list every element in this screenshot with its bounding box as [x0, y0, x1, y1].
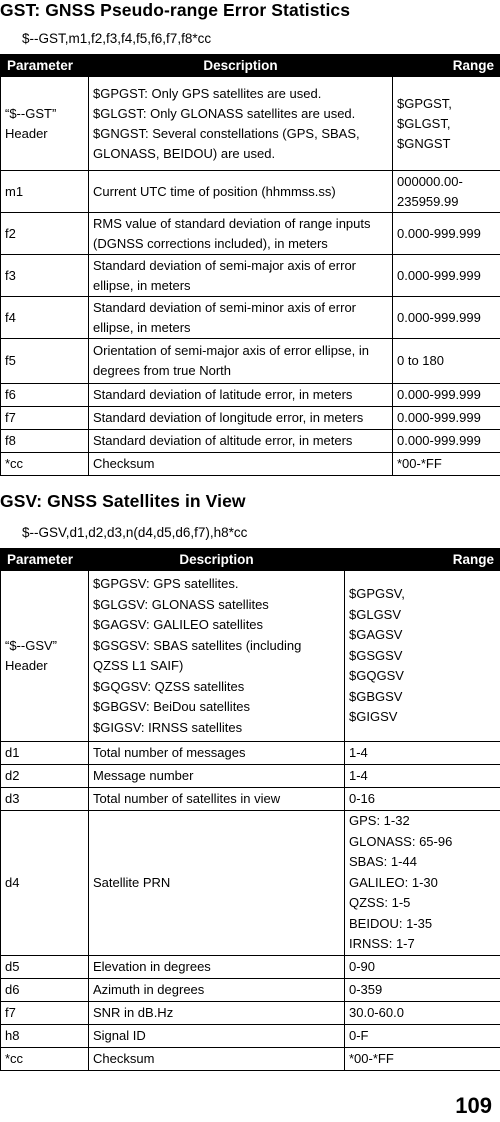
- gsv-cell-parameter: [1, 765, 89, 788]
- gst-cell-description: [89, 384, 393, 407]
- gsv-cell-line: $GAGSV: GALILEO satellites: [93, 617, 264, 632]
- gst-cell-line: 0.000-999.999: [397, 433, 481, 448]
- gsv-cell-line: Total number of satellites in view: [93, 791, 281, 806]
- gsv-cell-line: “$--GSV”: [5, 637, 57, 653]
- gst-cell-description: [89, 407, 393, 430]
- gsv-cell-line: $GBGSV: [349, 688, 403, 704]
- gst-cell-parameter: [1, 171, 89, 213]
- gsv-cell-parameter: [1, 955, 89, 978]
- gsv-cell-description: [89, 1001, 345, 1024]
- gst-table-row: [1, 339, 500, 384]
- gsv-table-row: [1, 571, 500, 742]
- gst-cell-range: [393, 171, 500, 213]
- gst-cell-line: 0.000-999.999: [397, 309, 481, 325]
- gsv-cell-line: QZSS L1 SAIF): [93, 658, 184, 673]
- gsv-cell-line: Total number of messages: [93, 745, 246, 760]
- gst-cell-line: f8: [5, 433, 16, 448]
- gst-header-parameter: Parameter: [1, 55, 89, 77]
- gst-cell-parameter: [1, 453, 89, 476]
- gst-cell-parameter: [1, 407, 89, 430]
- gsv-header-description: Description: [89, 549, 345, 571]
- gst-cell-parameter: [1, 255, 89, 297]
- gst-cell-parameter: [1, 297, 89, 339]
- gst-cell-line: Standard deviation of semi-minor axis of error: [93, 299, 357, 315]
- gsv-cell-line: SBAS: 1-44: [349, 854, 417, 869]
- gst-format: $--GST,m1,f2,f3,f4,f5,f6,f7,f8*cc: [22, 31, 212, 46]
- gst-cell-line: ellipse, in meters: [93, 277, 191, 293]
- gsv-table-row: [1, 978, 500, 1001]
- gsv-table-row: [1, 788, 500, 811]
- gsv-cell-range: [345, 765, 500, 788]
- gsv-cell-parameter: [1, 1047, 89, 1070]
- gst-cell-line: Standard deviation of latitude error, in meters: [93, 387, 353, 402]
- gsv-table-row: [1, 742, 500, 765]
- gsv-cell-parameter: [1, 788, 89, 811]
- gsv-cell-line: Signal ID: [93, 1027, 146, 1043]
- gst-cell-range: [393, 297, 500, 339]
- gst-cell-line: m1: [5, 183, 24, 199]
- gst-cell-description: [89, 453, 393, 476]
- gst-cell-line: 0.000-999.999: [397, 410, 481, 425]
- gst-cell-range: [393, 77, 500, 171]
- gst-cell-line: f4: [5, 309, 16, 325]
- gst-cell-line: $GLGST: Only GLONASS satellites are used.: [93, 105, 356, 121]
- gst-title: GST: GNSS Pseudo-range Error Statistics: [0, 0, 351, 20]
- gst-cell-range: [393, 453, 500, 476]
- gst-cell-line: Header: [5, 125, 48, 141]
- gsv-table: [0, 548, 500, 1071]
- gsv-cell-line: *cc: [5, 1050, 24, 1066]
- gsv-cell-range: [345, 955, 500, 978]
- gst-cell-line: f3: [5, 267, 16, 283]
- gst-cell-line: $GNGST: Several constellations (GPS, SBAS,: [93, 125, 360, 141]
- gst-cell-line: 235959.99: [397, 193, 459, 209]
- gsv-cell-line: GALILEO: 1-30: [349, 874, 438, 890]
- gsv-cell-description: [89, 978, 345, 1001]
- gst-cell-description: [89, 255, 393, 297]
- gst-header-range: Range: [393, 55, 500, 77]
- gsv-cell-description: [89, 788, 345, 811]
- gsv-cell-parameter: [1, 742, 89, 765]
- gsv-cell-line: GLONASS: 65-96: [349, 833, 453, 849]
- gst-cell-line: *00-*FF: [397, 456, 442, 471]
- gst-cell-line: $GPGST: Only GPS satellites are used.: [93, 85, 322, 101]
- gst-table-row: [1, 213, 500, 255]
- page-number: 109: [455, 1093, 492, 1118]
- gsv-cell-line: $GSGSV: [349, 647, 403, 663]
- gsv-table-row: [1, 1047, 500, 1070]
- gsv-cell-parameter: [1, 811, 89, 956]
- gsv-cell-line: IRNSS: 1-7: [349, 936, 415, 951]
- gsv-cell-range: [345, 811, 500, 956]
- gst-cell-line: Current UTC time of position (hhmmss.ss): [93, 183, 336, 199]
- gst-table: [0, 54, 500, 476]
- gsv-header-parameter: Parameter: [1, 549, 89, 571]
- gsv-header-row: [1, 549, 500, 571]
- gsv-cell-line: $GSGSV: SBAS satellites (including: [93, 637, 302, 653]
- gsv-cell-line: f7: [5, 1004, 16, 1020]
- gst-cell-parameter: [1, 339, 89, 384]
- gst-cell-line: GLONASS, BEIDOU) are used.: [93, 145, 276, 161]
- gst-table-row: [1, 430, 500, 453]
- gst-cell-range: [393, 339, 500, 384]
- gst-cell-line: f2: [5, 225, 16, 241]
- gst-cell-line: 000000.00-: [397, 173, 463, 189]
- gsv-cell-parameter: [1, 571, 89, 742]
- gsv-cell-line: 0-90: [349, 958, 376, 974]
- gsv-cell-line: $GLGSV: [349, 606, 402, 622]
- gst-cell-description: [89, 77, 393, 171]
- gst-cell-line: Standard deviation of semi-major axis of error: [93, 257, 357, 273]
- gsv-cell-range: [345, 571, 500, 742]
- gsv-cell-line: *00-*FF: [349, 1050, 394, 1066]
- gsv-header-range: Range: [345, 549, 500, 571]
- gsv-cell-line: GPS: 1-32: [349, 813, 410, 828]
- gst-cell-line: $GLGST,: [397, 115, 451, 131]
- gsv-cell-line: $GBGSV: BeiDou satellites: [93, 699, 251, 714]
- gsv-cell-line: 0-16: [349, 791, 376, 806]
- gsv-cell-line: $GLGSV: GLONASS satellites: [93, 596, 269, 612]
- gst-table-row: [1, 407, 500, 430]
- gst-table-row: [1, 453, 500, 476]
- gst-cell-line: Standard deviation of altitude error, in meters: [93, 433, 353, 448]
- gst-cell-line: RMS value of standard deviation of range inputs: [93, 215, 371, 231]
- gsv-format: $--GSV,d1,d2,d3,n(d4,d5,d6,f7),h8*cc: [22, 525, 248, 540]
- gst-cell-line: (DGNSS corrections included), in meters: [93, 235, 328, 251]
- gsv-cell-line: 0-359: [349, 981, 383, 997]
- gsv-cell-range: [345, 788, 500, 811]
- gst-cell-line: *cc: [5, 456, 24, 471]
- gsv-cell-line: SNR in dB.Hz: [93, 1004, 174, 1020]
- gsv-cell-description: [89, 955, 345, 978]
- gsv-cell-line: $GIGSV: IRNSS satellites: [93, 719, 243, 735]
- gst-cell-parameter: [1, 384, 89, 407]
- gsv-cell-range: [345, 1047, 500, 1070]
- gst-table-row: [1, 77, 500, 171]
- gsv-cell-line: $GAGSV: [349, 627, 403, 643]
- gsv-cell-line: d1: [5, 745, 20, 760]
- gst-cell-description: [89, 430, 393, 453]
- gst-table-row: [1, 384, 500, 407]
- gsv-cell-line: d2: [5, 768, 20, 783]
- gst-cell-line: f6: [5, 387, 16, 402]
- gsv-cell-range: [345, 742, 500, 765]
- gst-cell-range: [393, 407, 500, 430]
- gsv-table-row: [1, 765, 500, 788]
- gsv-cell-line: Checksum: [93, 1050, 155, 1066]
- gst-header-row: [1, 55, 500, 77]
- gsv-cell-line: Satellite PRN: [93, 874, 171, 890]
- gst-cell-line: Standard deviation of longitude error, in meters: [93, 410, 364, 425]
- gst-cell-description: [89, 339, 393, 384]
- gsv-cell-range: [345, 1001, 500, 1024]
- gsv-cell-line: 0-F: [349, 1027, 369, 1043]
- gst-cell-line: f5: [5, 353, 16, 368]
- gst-header-description: Description: [89, 55, 393, 77]
- gsv-cell-line: $GIGSV: [349, 709, 398, 725]
- gsv-cell-line: h8: [5, 1027, 20, 1043]
- gsv-cell-line: d6: [5, 981, 20, 997]
- gst-cell-line: Checksum: [93, 456, 155, 471]
- gst-cell-line: “$--GST”: [5, 105, 57, 121]
- gst-cell-line: $GPGST,: [397, 95, 452, 111]
- gst-cell-line: 0.000-999.999: [397, 225, 481, 241]
- gsv-cell-line: $GQGSV: QZSS satellites: [93, 678, 245, 694]
- gsv-cell-parameter: [1, 1024, 89, 1047]
- gsv-cell-range: [345, 978, 500, 1001]
- gst-cell-line: $GNGST: [397, 135, 451, 151]
- gst-cell-line: 0.000-999.999: [397, 267, 481, 283]
- gsv-cell-line: Elevation in degrees: [93, 958, 211, 974]
- gst-cell-range: [393, 255, 500, 297]
- gst-cell-line: Orientation of semi-major axis of error ellipse, in: [93, 343, 369, 358]
- gsv-cell-line: d5: [5, 958, 20, 974]
- gsv-cell-line: Message number: [93, 768, 194, 783]
- gsv-table-row: [1, 955, 500, 978]
- gst-cell-line: 0.000-999.999: [397, 387, 481, 402]
- gsv-cell-line: Header: [5, 658, 48, 673]
- gsv-cell-line: 1-4: [349, 745, 368, 760]
- gsv-cell-line: BEIDOU: 1-35: [349, 915, 433, 931]
- gsv-cell-line: $GPGSV: GPS satellites.: [93, 576, 239, 591]
- gsv-cell-description: [89, 1047, 345, 1070]
- gst-cell-parameter: [1, 77, 89, 171]
- gsv-cell-line: $GQGSV: [349, 668, 404, 684]
- gsv-cell-line: QZSS: 1-5: [349, 895, 411, 910]
- gsv-cell-line: d3: [5, 791, 20, 806]
- gst-cell-range: [393, 213, 500, 255]
- gsv-table-row: [1, 1001, 500, 1024]
- gst-cell-line: f7: [5, 410, 16, 425]
- gst-cell-line: degrees from true North: [93, 363, 232, 378]
- gsv-cell-description: [89, 811, 345, 956]
- gsv-cell-parameter: [1, 978, 89, 1001]
- gst-cell-line: 0 to 180: [397, 353, 444, 368]
- gst-cell-range: [393, 430, 500, 453]
- gsv-table-row: [1, 811, 500, 956]
- gsv-table-row: [1, 1024, 500, 1047]
- gsv-cell-parameter: [1, 1001, 89, 1024]
- gsv-cell-description: [89, 571, 345, 742]
- gst-cell-range: [393, 384, 500, 407]
- gst-table-row: [1, 297, 500, 339]
- gsv-cell-line: 30.0-60.0: [349, 1004, 404, 1020]
- gst-cell-parameter: [1, 430, 89, 453]
- gsv-cell-line: d4: [5, 874, 20, 890]
- gsv-cell-range: [345, 1024, 500, 1047]
- gst-cell-description: [89, 213, 393, 255]
- gsv-cell-description: [89, 765, 345, 788]
- gst-table-row: [1, 171, 500, 213]
- gsv-cell-description: [89, 1024, 345, 1047]
- gst-cell-description: [89, 297, 393, 339]
- gst-cell-parameter: [1, 213, 89, 255]
- gst-table-row: [1, 255, 500, 297]
- gsv-cell-line: Azimuth in degrees: [93, 981, 205, 997]
- gsv-title: GSV: GNSS Satellites in View: [0, 491, 246, 511]
- gst-cell-description: [89, 171, 393, 213]
- gsv-cell-line: $GPGSV,: [349, 586, 405, 602]
- gst-cell-line: ellipse, in meters: [93, 319, 191, 335]
- gsv-cell-description: [89, 742, 345, 765]
- gsv-cell-line: 1-4: [349, 768, 368, 783]
